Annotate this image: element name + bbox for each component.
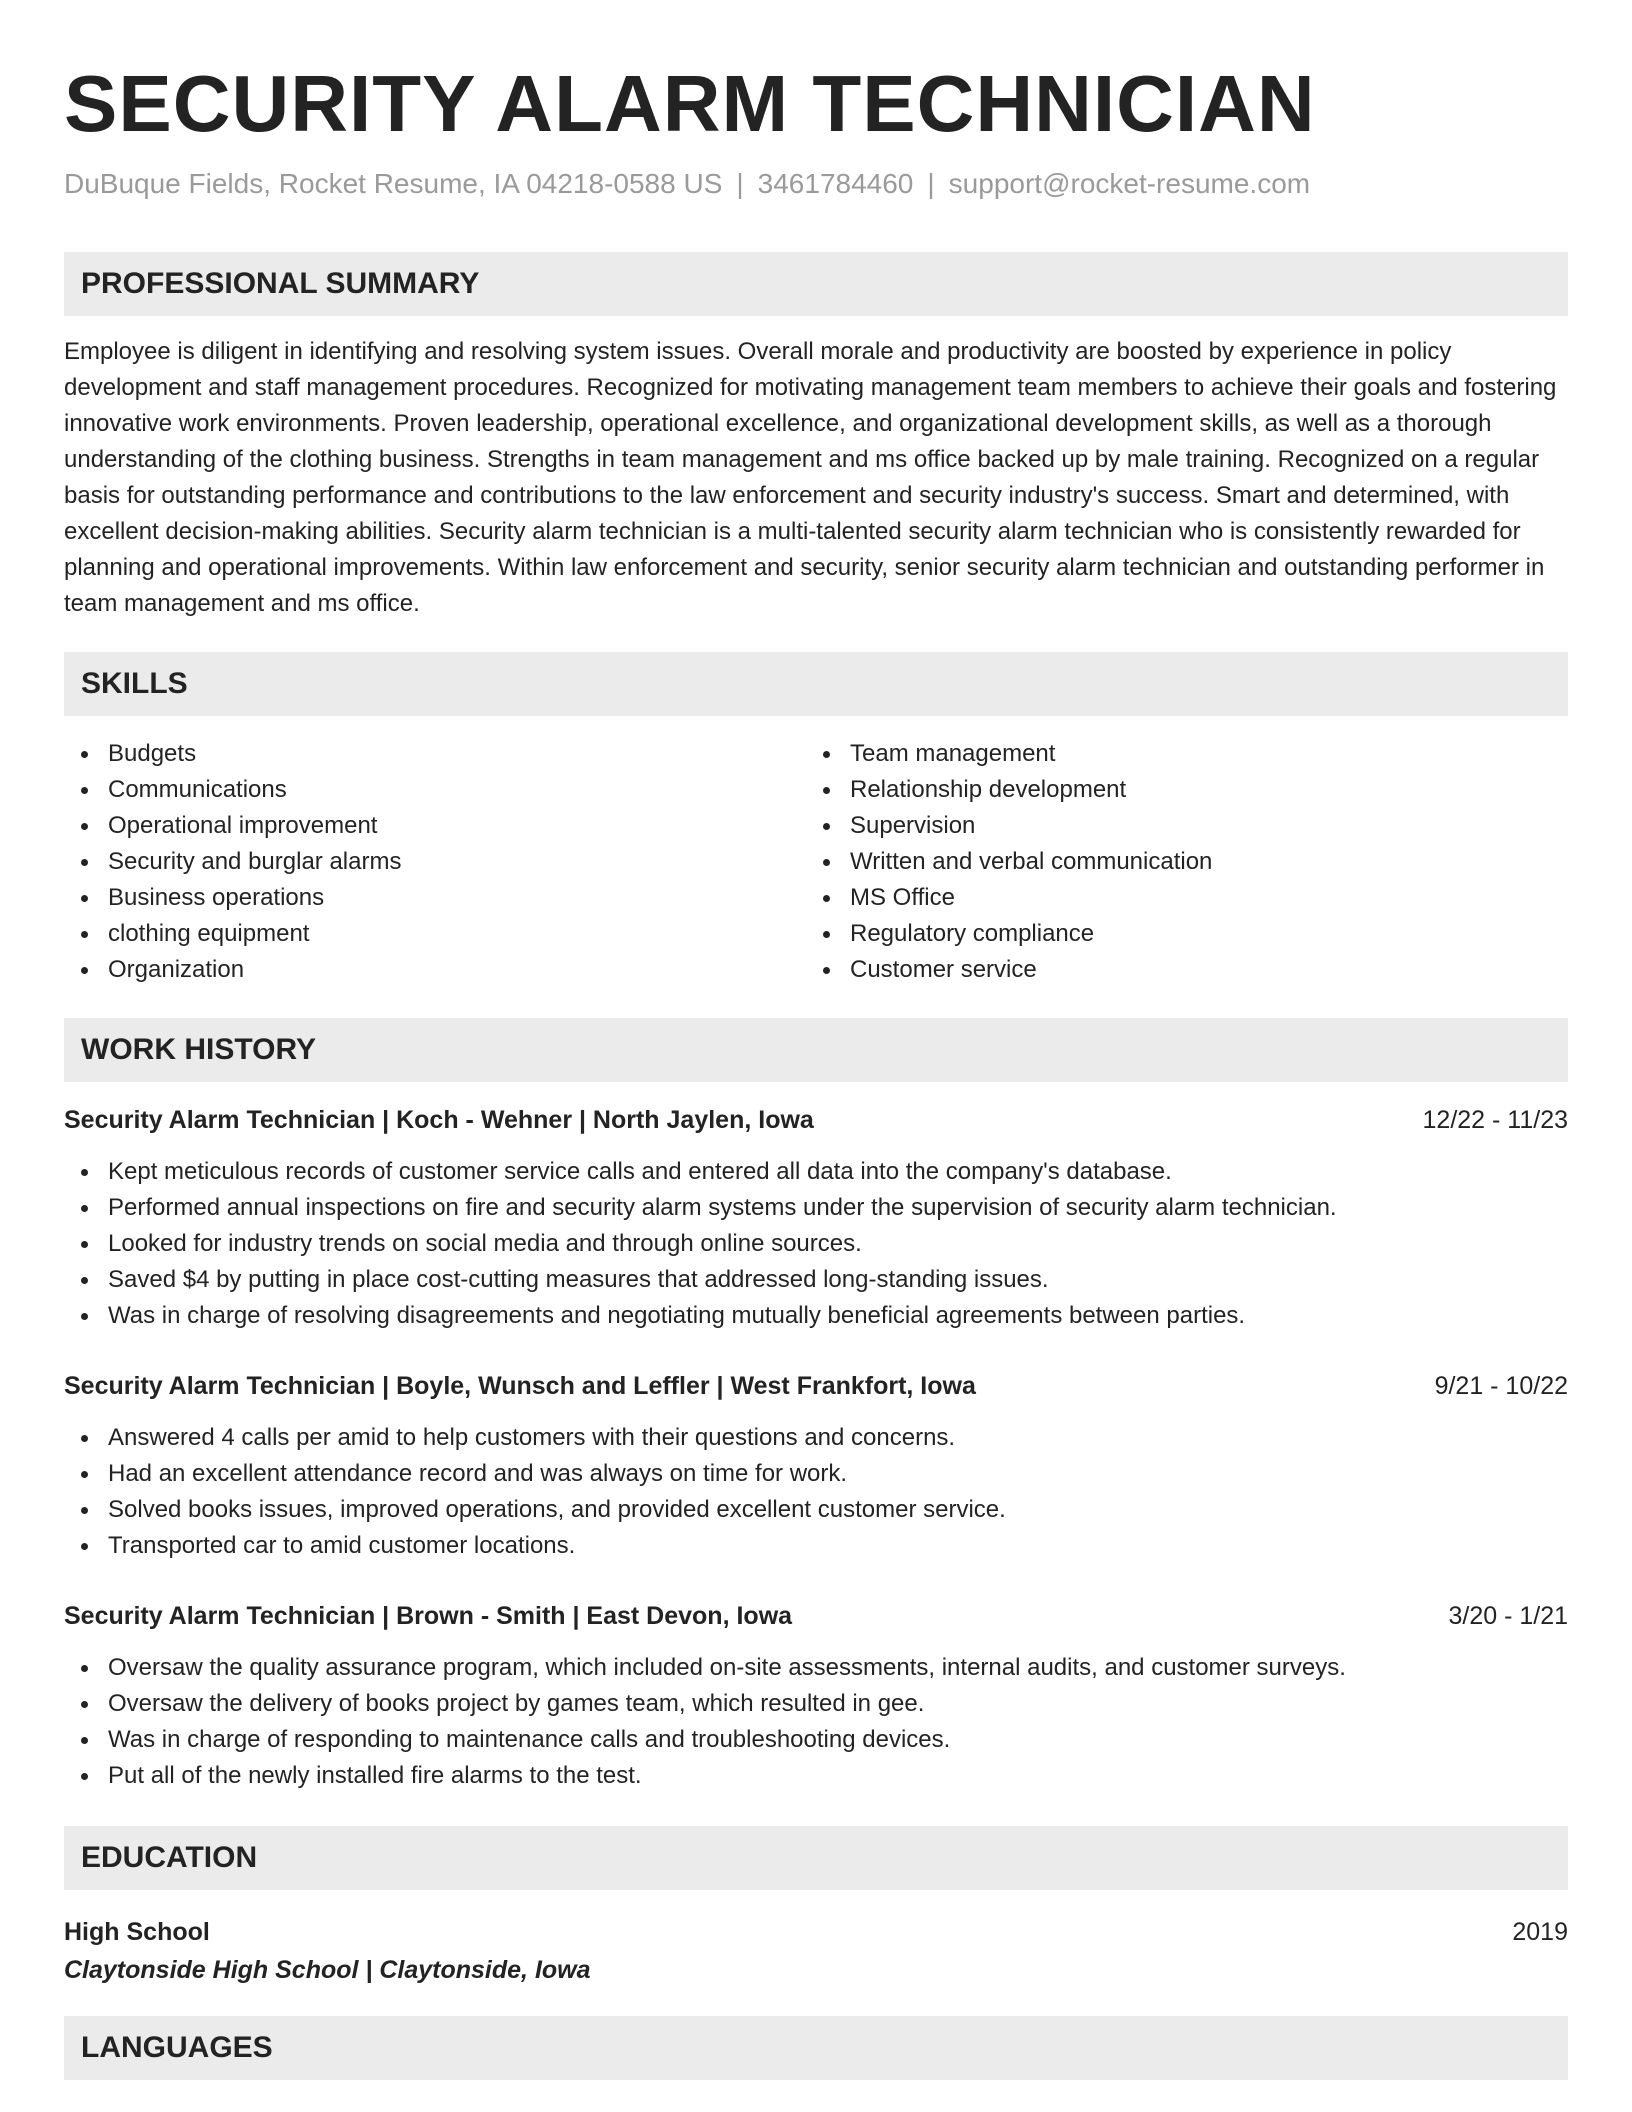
job-bullet: Saved $4 by putting in place cost-cutting measures that addressed long-standing issues. bbox=[64, 1262, 1568, 1298]
contact-phone: 3461784460 bbox=[757, 168, 914, 199]
job-title: Security Alarm Technician | Brown - Smith | East Devon, Iowa bbox=[64, 1602, 793, 1630]
job-bullet: Looked for industry trends on social media and through online sources. bbox=[64, 1226, 1568, 1262]
job-title: Security Alarm Technician | Boyle, Wunsch and Leffler | West Frankfort, Iowa bbox=[64, 1372, 976, 1400]
section-title: WORK HISTORY bbox=[81, 1033, 317, 1066]
skill-item: MS Office bbox=[806, 880, 1212, 916]
skill-item: clothing equipment bbox=[64, 916, 401, 952]
job-bullet: Oversaw the quality assurance program, which included on-site assessments, internal audits, and customer surveys. bbox=[64, 1650, 1568, 1686]
education-degree: High School bbox=[64, 1918, 210, 1946]
section-header-summary bbox=[64, 252, 1568, 316]
job-dates: 3/20 - 1/21 bbox=[1448, 1602, 1568, 1630]
section-header-languages bbox=[64, 2016, 1568, 2080]
contact-email: support@rocket-resume.com bbox=[948, 168, 1311, 199]
skill-item: Regulatory compliance bbox=[806, 916, 1212, 952]
skill-item: Budgets bbox=[64, 736, 401, 772]
job-bullet: Was in charge of resolving disagreements and negotiating mutually beneficial agreements between parties. bbox=[64, 1298, 1568, 1334]
job-title: Security Alarm Technician | Koch - Wehner | North Jaylen, Iowa bbox=[64, 1106, 814, 1134]
job-bullets bbox=[64, 1154, 1568, 1334]
contact-separator: | bbox=[736, 168, 744, 199]
section-header-education bbox=[64, 1826, 1568, 1890]
skill-item: Supervision bbox=[806, 808, 1212, 844]
job-bullet: Kept meticulous records of customer service calls and entered all data into the company's database. bbox=[64, 1154, 1568, 1190]
skill-item: Team management bbox=[806, 736, 1212, 772]
skills-list-right bbox=[806, 736, 1212, 988]
job-bullet: Oversaw the delivery of books project by games team, which resulted in gee. bbox=[64, 1686, 1568, 1722]
section-header-work-history bbox=[64, 1018, 1568, 1082]
job-bullet: Was in charge of responding to maintenance calls and troubleshooting devices. bbox=[64, 1722, 1568, 1758]
job-dates: 12/22 - 11/23 bbox=[1422, 1106, 1568, 1134]
job-bullet: Solved books issues, improved operations, and provided excellent customer service. bbox=[64, 1492, 1568, 1528]
section-title: EDUCATION bbox=[81, 1841, 258, 1874]
education-school: Claytonside High School | Claytonside, Iowa bbox=[64, 1956, 591, 1984]
job-dates: 9/21 - 10/22 bbox=[1434, 1372, 1568, 1400]
skill-item: Customer service bbox=[806, 952, 1212, 988]
section-title: LANGUAGES bbox=[81, 2031, 273, 2064]
job-bullets bbox=[64, 1650, 1568, 1794]
job-bullet: Performed annual inspections on fire and security alarm systems under the supervision of security alarm technician. bbox=[64, 1190, 1568, 1226]
skill-item: Business operations bbox=[64, 880, 401, 916]
skill-item: Security and burglar alarms bbox=[64, 844, 401, 880]
skill-item: Operational improvement bbox=[64, 808, 401, 844]
skill-item: Relationship development bbox=[806, 772, 1212, 808]
skill-item: Communications bbox=[64, 772, 401, 808]
job-bullet: Answered 4 calls per amid to help customers with their questions and concerns. bbox=[64, 1420, 1568, 1456]
education-year: 2019 bbox=[1512, 1918, 1568, 1946]
summary-text: Employee is diligent in identifying and resolving system issues. Overall morale and productivity are boosted by experience in policy development and staff management procedures. Recognized for motivating management team members to achieve their goals and fostering innovative work environments. Proven leadership, operational excellence, and organizational development skills, as well as a thorough understanding of the clothing business. Strengths in team management and ms office backed up by male training. Recognized on a regular basis for outstanding performance and contributions to the law enforcement and security industry's success. Smart and determined, with excellent decision-making abilities. Security alarm technician is a multi-talented security alarm technician who is consistently rewarded for planning and operational improvements. Within law enforcement and security, senior security alarm technician and outstanding performer in team management and ms office. bbox=[64, 338, 1557, 617]
section-title: SKILLS bbox=[81, 667, 188, 700]
contact-separator: | bbox=[927, 168, 935, 199]
job-bullet: Transported car to amid customer locations. bbox=[64, 1528, 1568, 1564]
contact-line bbox=[64, 164, 1310, 204]
candidate-name: SECURITY ALARM TECHNICIAN bbox=[64, 59, 1316, 148]
job-bullet: Put all of the newly installed fire alarms to the test. bbox=[64, 1758, 1568, 1794]
contact-address: DuBuque Fields, Rocket Resume, IA 04218-0588 US bbox=[64, 168, 723, 199]
skills-list-left bbox=[64, 736, 401, 988]
skill-item: Written and verbal communication bbox=[806, 844, 1212, 880]
section-title: PROFESSIONAL SUMMARY bbox=[81, 267, 480, 300]
section-header-skills bbox=[64, 652, 1568, 716]
skill-item: Organization bbox=[64, 952, 401, 988]
job-bullet: Had an excellent attendance record and was always on time for work. bbox=[64, 1456, 1568, 1492]
job-bullets bbox=[64, 1420, 1568, 1564]
